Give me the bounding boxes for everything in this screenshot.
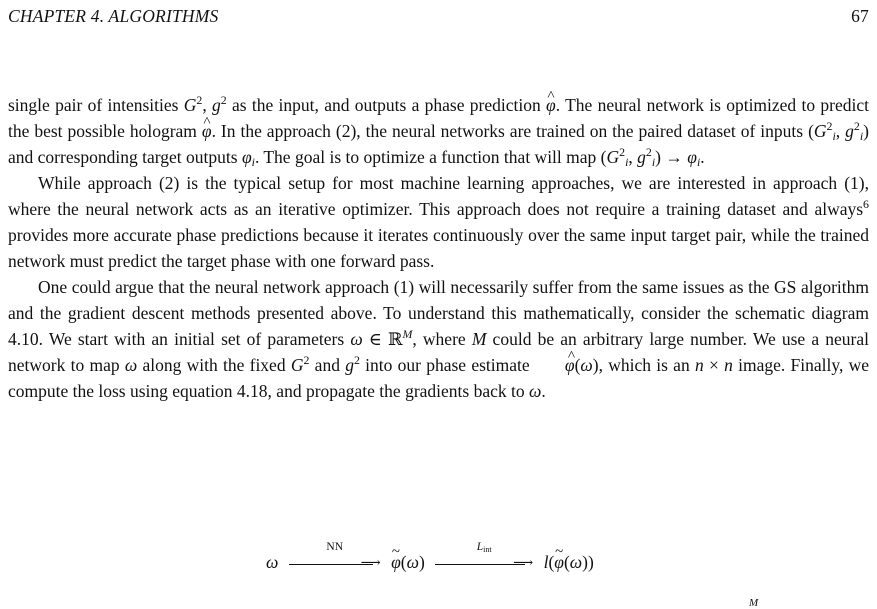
main-text bbox=[8, 92, 869, 404]
chapter-title: CHAPTER 4. ALGORITHMS bbox=[8, 6, 219, 26]
cut-off-symbol: M bbox=[749, 597, 759, 609]
paragraph-2: While approach (2) is the typical setup for most machine learning approaches, we are interested in approach (1), where the neural network acts as an iterative optimizer. This approach does not require a training dataset and always$^6$ provides more accurate phase predictions because it iterates continuously over the same input target pair, while the trained network must predict the target phase with one forward pass. bbox=[8, 173, 869, 271]
paragraph-3: One could argue that the neural network approach (1) will necessarily suffer from the same issues as the GS algorithm and the gradient descent methods presented above. To understand this mathematically, consider the schematic diagram 4.10. We start with an initial set of parameters ω ∈ ℝ$^M$, where M could be an arbitrary large number. We use a neural network to map ω along with the fixed $G^2$ and $g^2$ into our phase estimate φ ^(ω), which is an n × n image. Finally, we compute the loss using equation 4.18, and propagate the gradients back to ω. bbox=[8, 274, 869, 404]
paragraph-1: single pair of intensities $G^2$, $g^2$ as the input, and outputs a phase prediction φ ^. The neural network is optimized to predict the best possible hologram φ ^. In the approach (2), the neural networks are trained on the paired dataset of inputs ($G^2_i$, $g^2_i$) and corresponding target outputs $\varphi_i$. The goal is to optimize a function that will map ($G^2_i$, $g^2_i) \to \varphi_i$. bbox=[8, 92, 869, 170]
page-number: 67 bbox=[851, 6, 869, 26]
schematic-equation: ω NN ⟶ φ ~(ω) $L_{int}$ ⟶ l(φ ~(ω)) bbox=[0, 548, 877, 582]
running-header bbox=[8, 6, 869, 28]
nn-arrow: NN ⟶ bbox=[289, 554, 381, 574]
footnote-marker: 6 bbox=[863, 197, 869, 212]
loss-arrow: $L_{int}$ ⟶ bbox=[435, 554, 533, 574]
